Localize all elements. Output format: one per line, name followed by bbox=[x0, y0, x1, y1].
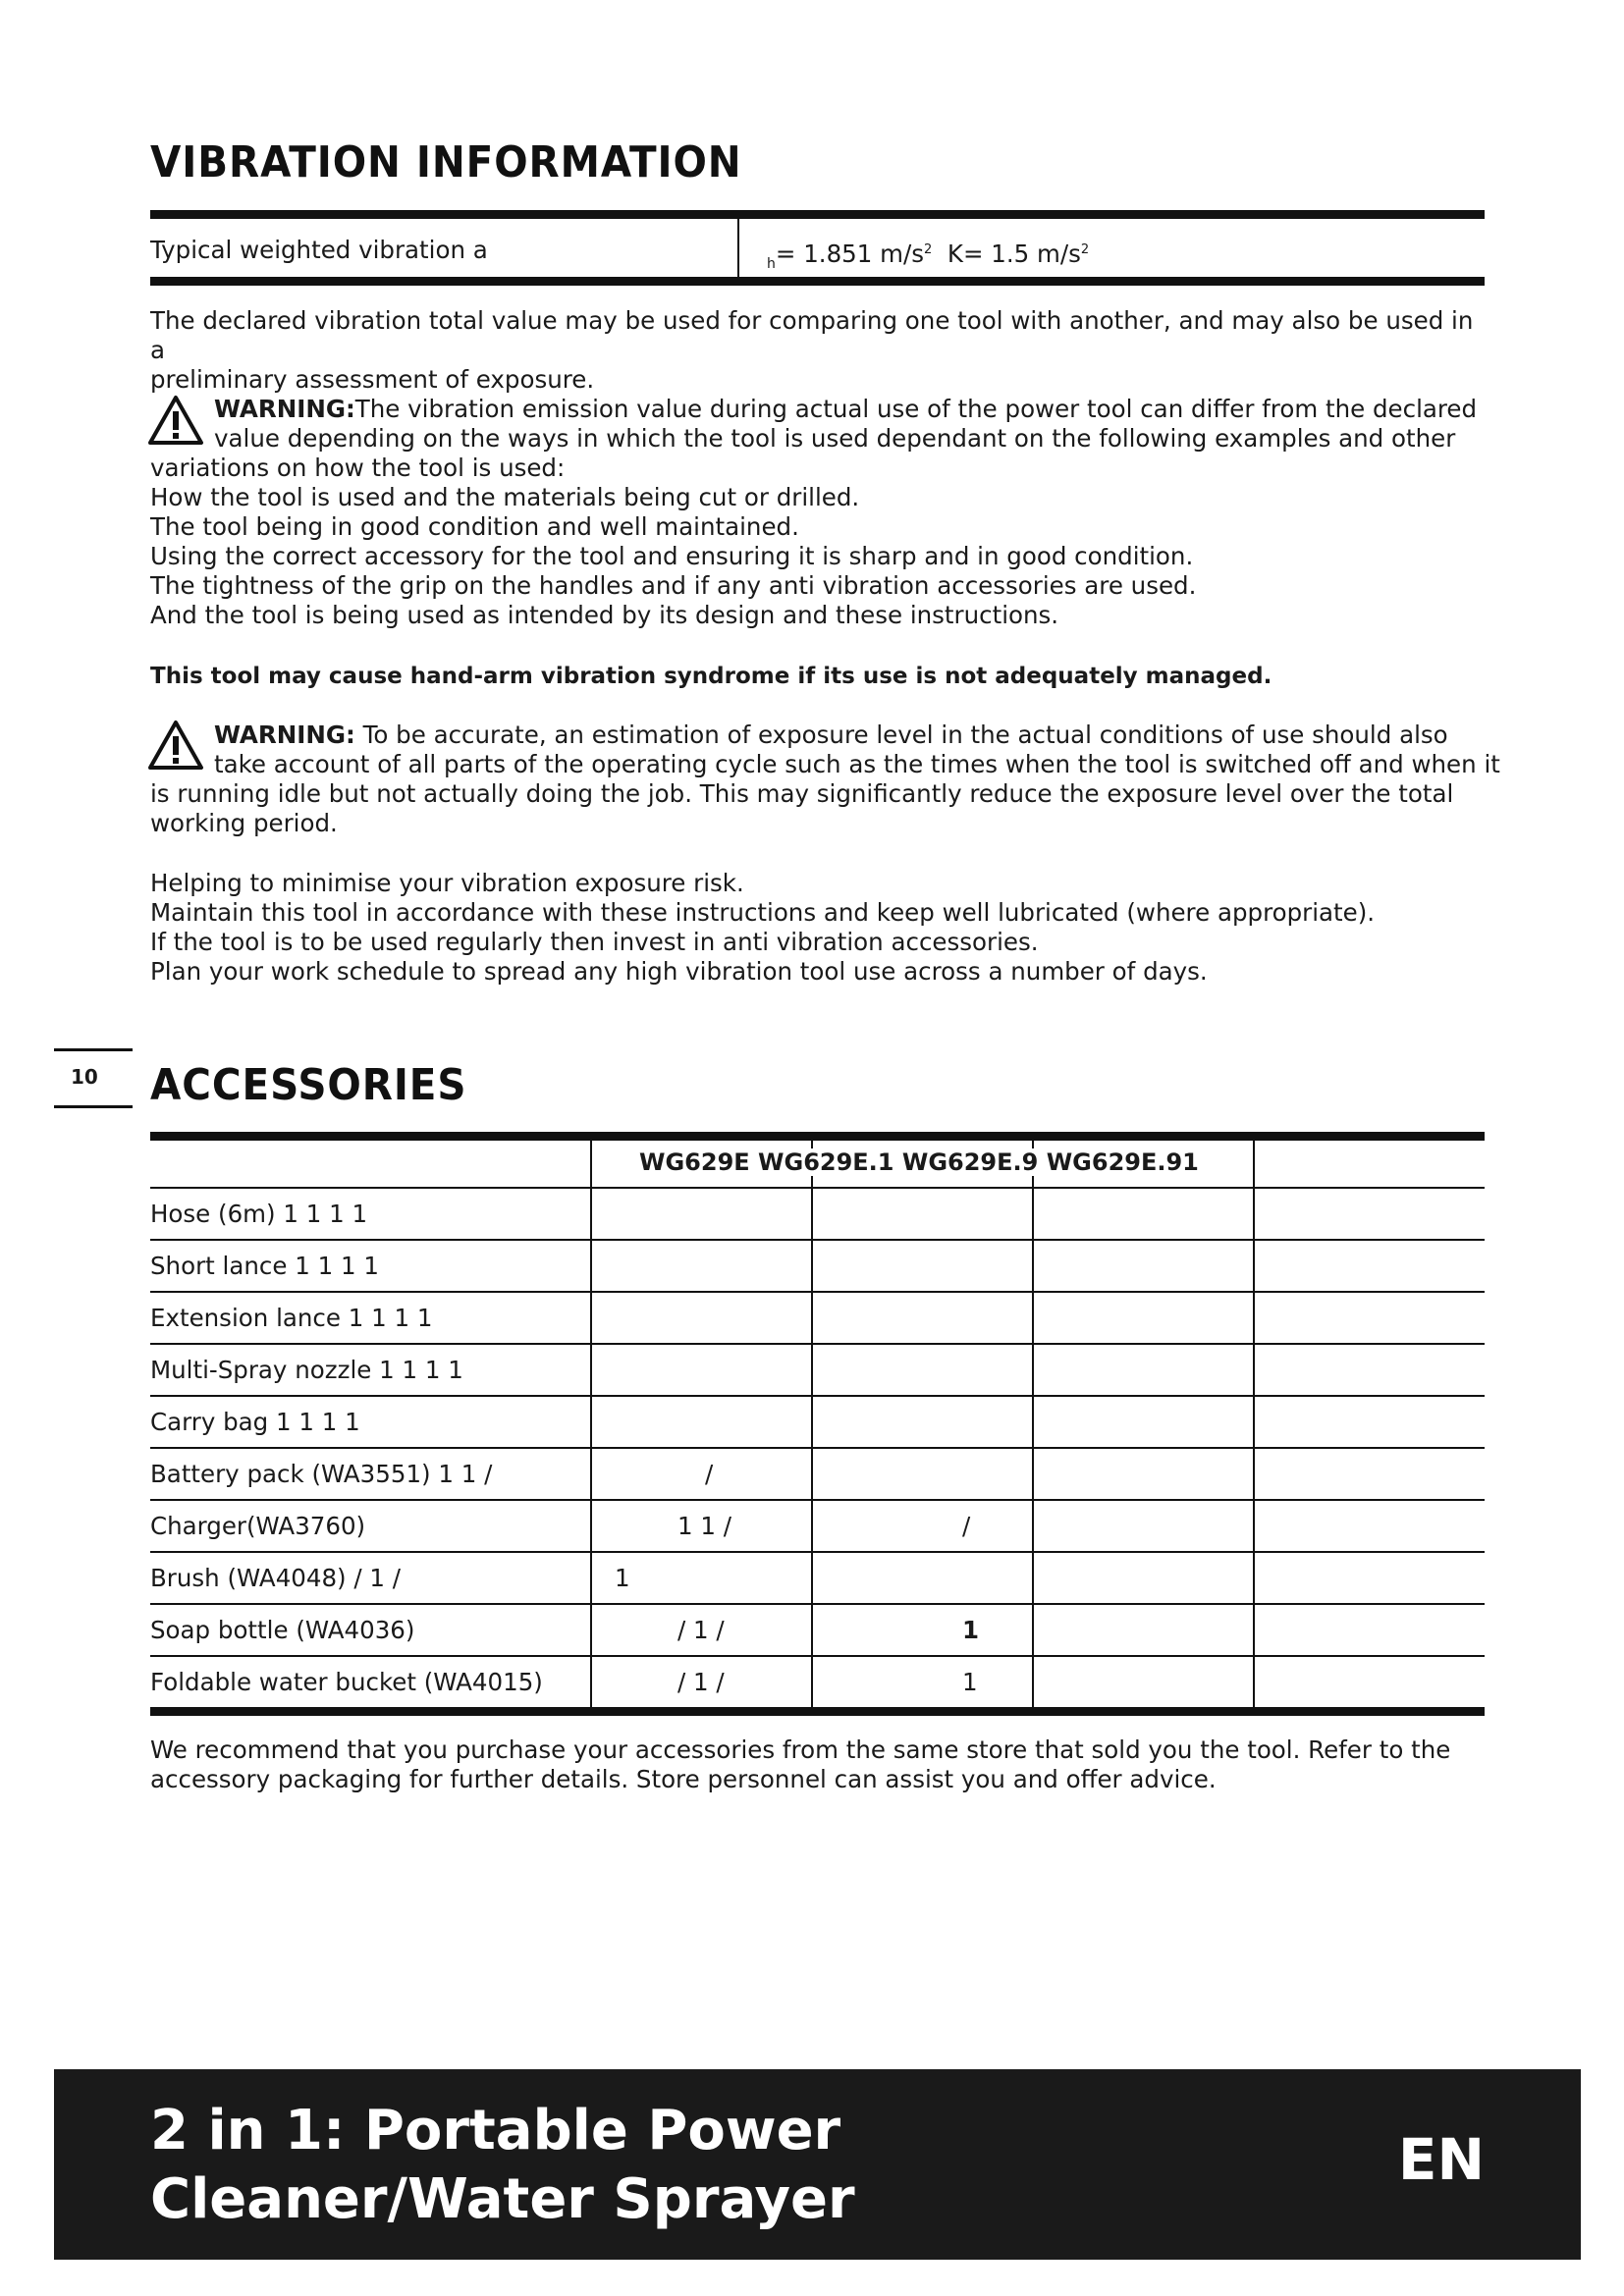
column-divider bbox=[1032, 1500, 1034, 1552]
table-row-label: Foldable water bucket (WA4015) bbox=[150, 1668, 543, 1696]
row-rule bbox=[150, 1239, 1485, 1241]
row-rule bbox=[150, 1291, 1485, 1293]
list-item: The tool being in good condition and well maintained. bbox=[150, 512, 799, 541]
table-row-label: Multi-Spray nozzle 1 1 1 1 bbox=[150, 1356, 463, 1384]
column-divider bbox=[811, 1396, 813, 1448]
column-divider bbox=[811, 1292, 813, 1344]
column-divider bbox=[1253, 1292, 1255, 1344]
column-divider bbox=[1253, 1448, 1255, 1500]
column-divider bbox=[590, 1188, 592, 1240]
column-divider bbox=[1032, 1656, 1034, 1707]
row-rule bbox=[150, 1499, 1485, 1501]
list-item: And the tool is being used as intended by its design and these instructions. bbox=[150, 601, 1059, 629]
column-divider bbox=[590, 1448, 592, 1500]
table-cell: 1 bbox=[615, 1564, 630, 1592]
table-cell: 1 bbox=[962, 1668, 978, 1696]
column-divider bbox=[811, 1344, 813, 1396]
column-divider bbox=[1253, 1604, 1255, 1656]
column-divider bbox=[811, 1240, 813, 1292]
warning2-line2: take account of all parts of the operating cycle such as the times when the tool is switched off and when it bbox=[214, 750, 1500, 778]
table-row-label: Extension lance 1 1 1 1 bbox=[150, 1304, 433, 1332]
column-divider bbox=[1253, 1141, 1255, 1188]
table-row-label: Soap bottle (WA4036) bbox=[150, 1616, 415, 1644]
row-rule bbox=[150, 1655, 1485, 1657]
column-divider bbox=[1032, 1240, 1034, 1292]
column-divider bbox=[590, 1240, 592, 1292]
warning2-line1: WARNING: To be accurate, an estimation of exposure level in the actual conditions of use should also bbox=[214, 721, 1448, 749]
model-header: WG629E WG629E.1 WG629E.9 WG629E.91 bbox=[639, 1148, 1199, 1176]
warning2-line4: working period. bbox=[150, 809, 338, 837]
table-bottom-rule bbox=[150, 1707, 1485, 1716]
page-number: 10 bbox=[71, 1065, 98, 1089]
list-item: The tightness of the grip on the handles and if any anti vibration accessories are used. bbox=[150, 571, 1197, 600]
column-divider bbox=[1032, 1344, 1034, 1396]
table-row-label: Charger(WA3760) bbox=[150, 1512, 366, 1540]
vibration-heading: VIBRATION INFORMATION bbox=[150, 137, 742, 187]
vibration-value: $_h$= 1.851 $m/s^2$ K= 1.5 $m/s^2$ bbox=[767, 240, 1090, 273]
column-divider bbox=[811, 1656, 813, 1707]
table-cell: / 1 / bbox=[677, 1668, 725, 1696]
column-divider bbox=[1032, 1188, 1034, 1240]
column-divider bbox=[1032, 1448, 1034, 1500]
vibration-intro: The declared vibration total value may be used for comparing one tool with another, and may also be used in a preliminary assessment of exposure. bbox=[150, 306, 1474, 394]
row-rule bbox=[150, 1551, 1485, 1553]
column-divider bbox=[811, 1448, 813, 1500]
warning1-line1: WARNING:The vibration emission value during actual use of the power tool can differ from the declared bbox=[214, 395, 1478, 423]
column-divider bbox=[1253, 1240, 1255, 1292]
table-cell: / bbox=[962, 1512, 971, 1540]
list-item: Plan your work schedule to spread any high vibration tool use across a number of days. bbox=[150, 957, 1208, 986]
column-divider bbox=[811, 1552, 813, 1604]
row-rule bbox=[150, 1395, 1485, 1397]
table-cell: 1 1 / bbox=[677, 1512, 732, 1540]
row-rule bbox=[150, 1187, 1485, 1189]
column-divider bbox=[1253, 1188, 1255, 1240]
accessories-heading: ACCESSORIES bbox=[150, 1060, 467, 1110]
column-divider bbox=[811, 1500, 813, 1552]
hand-arm-warning: This tool may cause hand-arm vibration syndrome if its use is not adequately managed. bbox=[150, 664, 1272, 689]
table-cell: / bbox=[705, 1460, 714, 1488]
column-divider bbox=[1253, 1396, 1255, 1448]
table-row-label: Carry bag 1 1 1 1 bbox=[150, 1408, 360, 1436]
column-divider bbox=[1032, 1604, 1034, 1656]
language-code: EN bbox=[1397, 2126, 1485, 2193]
vibration-label: Typical weighted vibration a bbox=[150, 236, 488, 264]
column-divider bbox=[590, 1500, 592, 1552]
list-item: If the tool is to be used regularly then invest in anti vibration accessories. bbox=[150, 928, 1039, 956]
table-cell: 1 bbox=[962, 1616, 980, 1644]
column-divider bbox=[811, 1604, 813, 1656]
table-row-label: Battery pack (WA3551) 1 1 / bbox=[150, 1460, 493, 1488]
list-item: Maintain this tool in accordance with these instructions and keep well lubricated (where appropriate). bbox=[150, 898, 1376, 927]
footer-banner bbox=[54, 2069, 1581, 2260]
column-divider bbox=[811, 1188, 813, 1240]
column-divider bbox=[590, 1656, 592, 1707]
row-rule bbox=[150, 1447, 1485, 1449]
warning1-line3: variations on how the tool is used: bbox=[150, 454, 566, 482]
table-row-label: Hose (6m) 1 1 1 1 bbox=[150, 1200, 368, 1228]
product-title: 2 in 1: Portable Power Cleaner/Water Sprayer bbox=[150, 2099, 855, 2231]
column-divider bbox=[590, 1292, 592, 1344]
row-rule bbox=[150, 1343, 1485, 1345]
warning1-line2: value depending on the ways in which the tool is used dependant on the following examples and other bbox=[214, 424, 1456, 453]
warning2-line3: is running idle but not actually doing the job. This may significantly reduce the exposure level over the total bbox=[150, 779, 1454, 808]
row-rule bbox=[150, 1603, 1485, 1605]
table-row-label: Brush (WA4048) / 1 / bbox=[150, 1564, 402, 1592]
column-divider bbox=[590, 1396, 592, 1448]
column-divider bbox=[1253, 1656, 1255, 1707]
column-divider bbox=[1032, 1552, 1034, 1604]
column-divider bbox=[590, 1604, 592, 1656]
accessories-footer-note: We recommend that you purchase your accessories from the same store that sold you the tool. Refer to the accessory packaging for further details. Store personnel can assist you and offer advice. bbox=[150, 1735, 1451, 1793]
column-divider bbox=[1032, 1396, 1034, 1448]
column-divider bbox=[590, 1344, 592, 1396]
table-top-rule bbox=[150, 1132, 1485, 1141]
column-divider bbox=[590, 1141, 592, 1188]
column-divider bbox=[590, 1552, 592, 1604]
table-cell: / 1 / bbox=[677, 1616, 725, 1644]
column-divider bbox=[1253, 1552, 1255, 1604]
column-divider bbox=[1032, 1292, 1034, 1344]
table-row-label: Short lance 1 1 1 1 bbox=[150, 1252, 379, 1280]
list-item: Helping to minimise your vibration exposure risk. bbox=[150, 869, 744, 897]
list-item: Using the correct accessory for the tool and ensuring it is sharp and in good condition. bbox=[150, 542, 1194, 570]
list-item: How the tool is used and the materials being cut or drilled. bbox=[150, 483, 860, 511]
column-divider bbox=[1253, 1344, 1255, 1396]
column-divider bbox=[1253, 1500, 1255, 1552]
